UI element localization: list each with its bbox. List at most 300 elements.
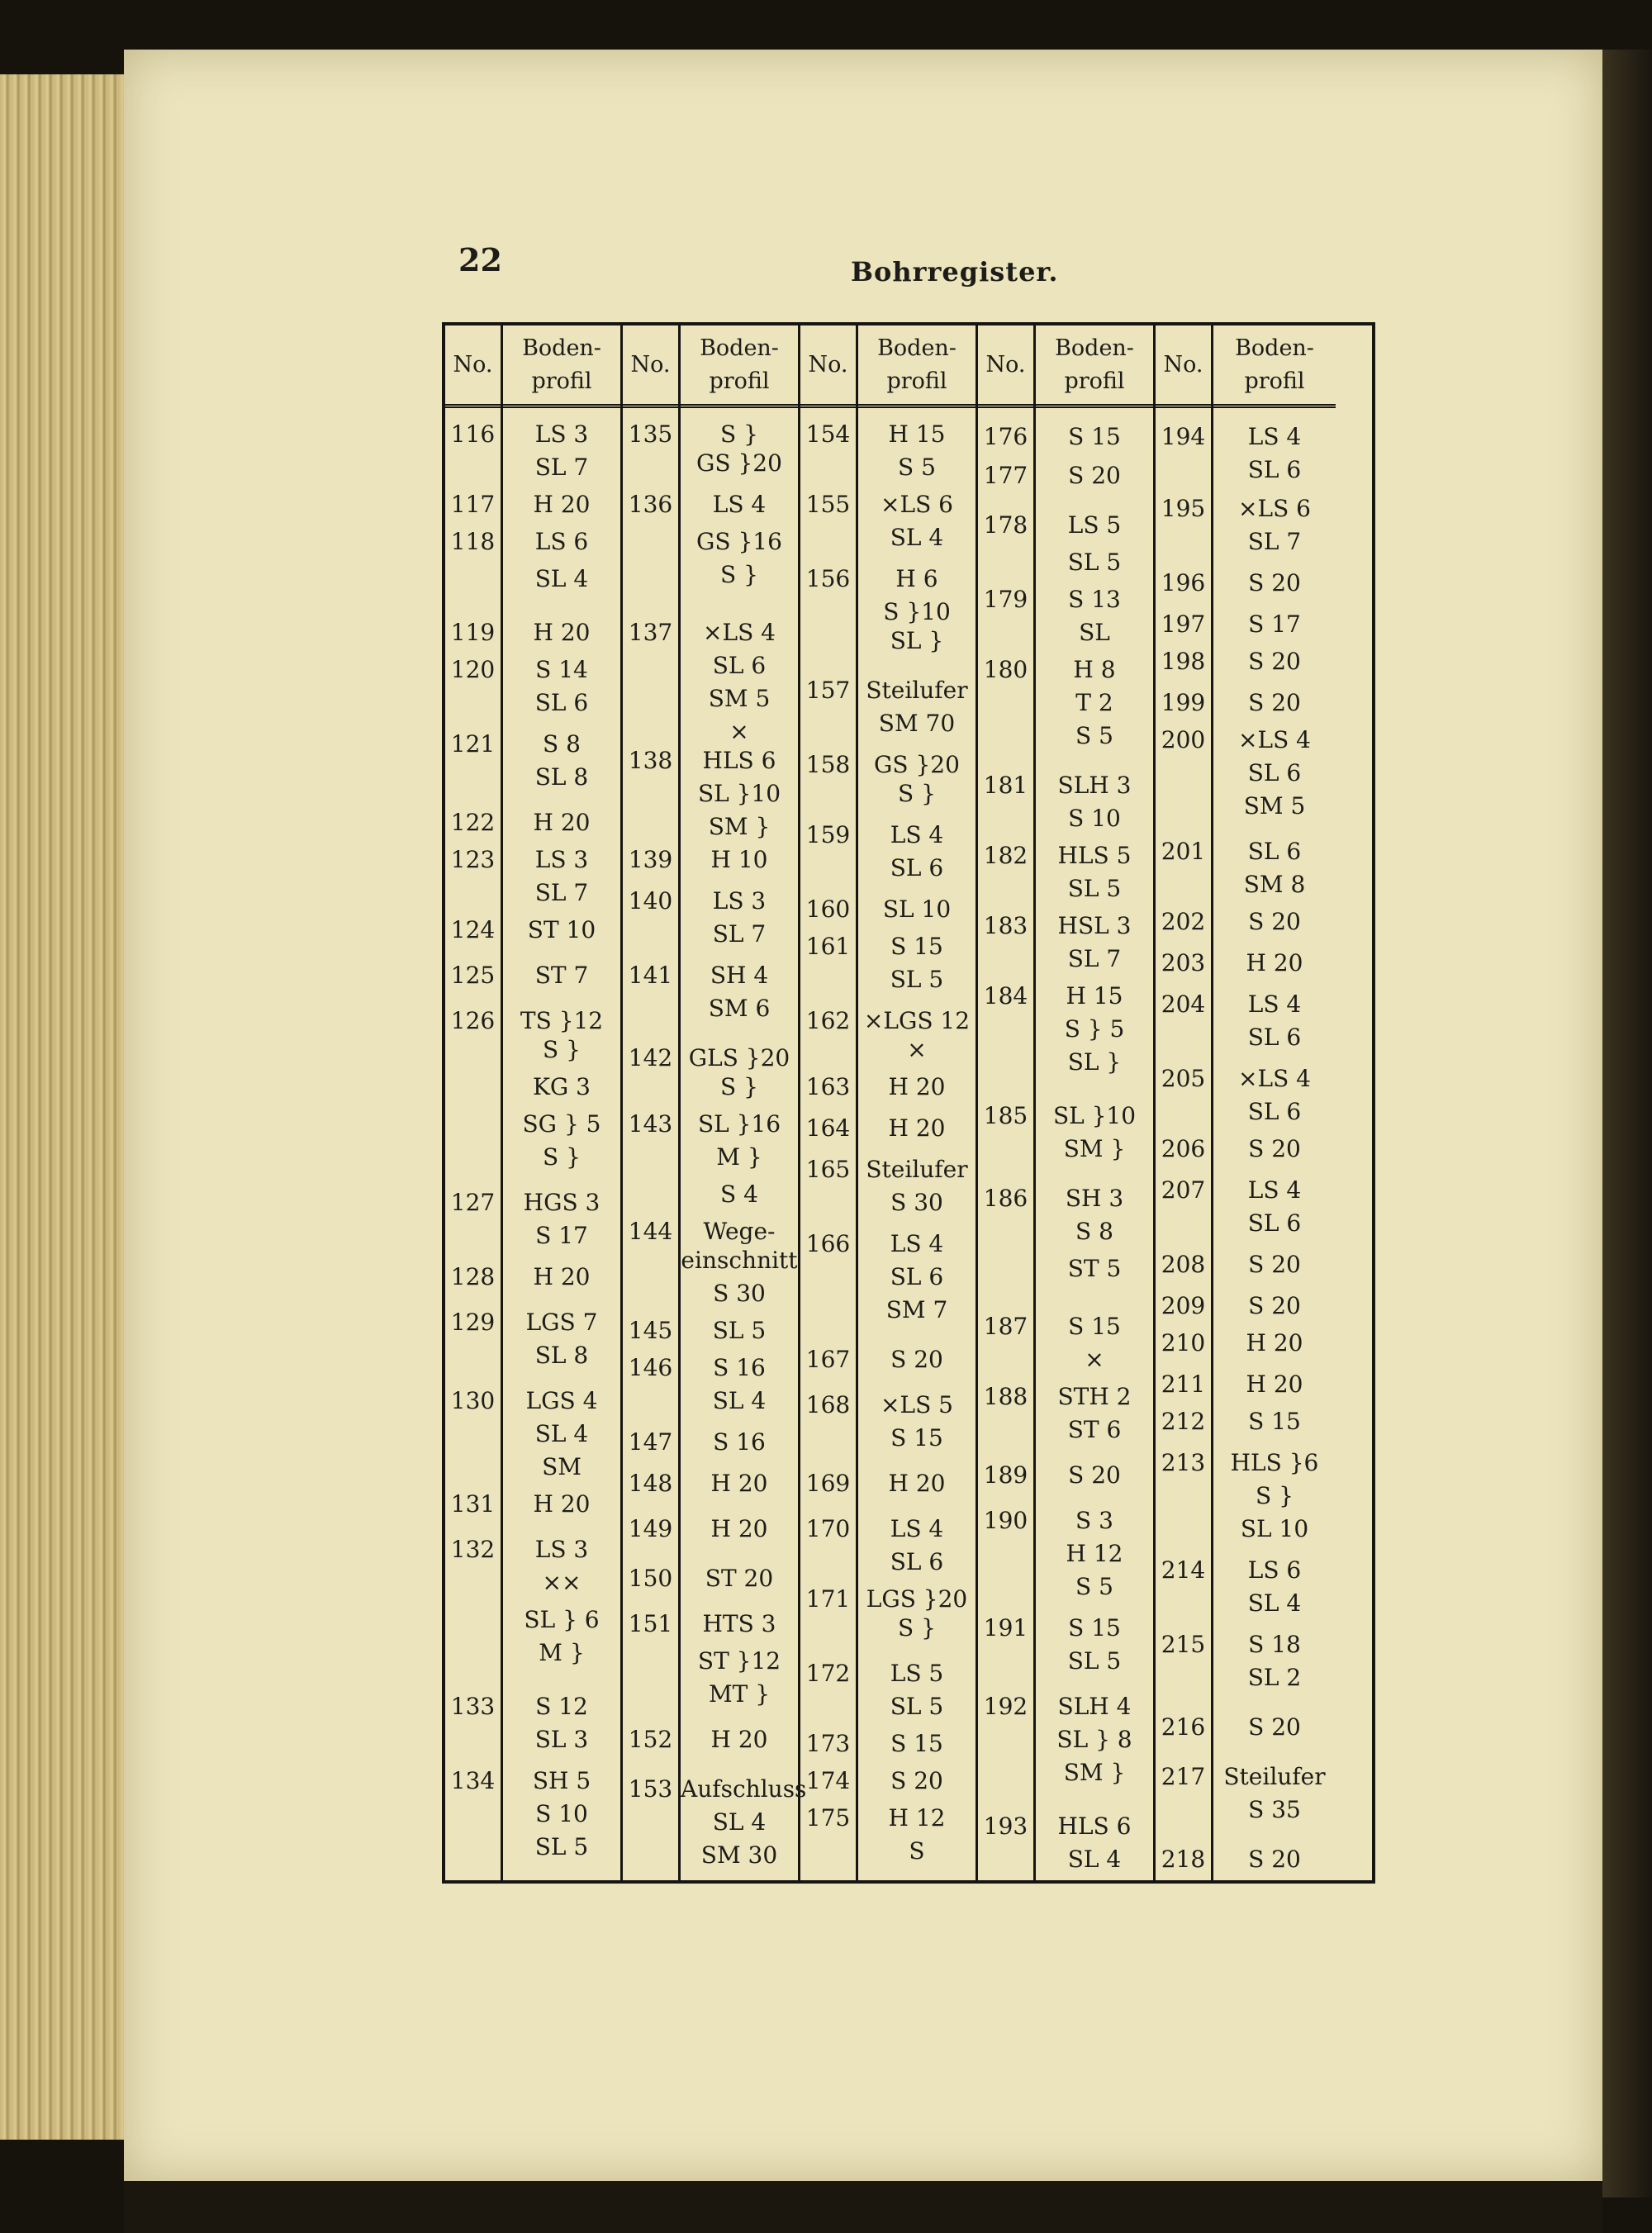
soil-profile-entry: GS }20 [696, 449, 782, 477]
bore-number: 213 [1161, 1449, 1206, 1476]
bore-number: 196 [1161, 569, 1206, 596]
header-profile [858, 325, 976, 408]
soil-profile-entry: ST 7 [534, 962, 589, 989]
bore-number: 195 [1161, 495, 1206, 522]
soil-profile-entry: SL 8 [534, 763, 589, 791]
bore-number: 187 [983, 1313, 1028, 1340]
soil-profile-entry: H 10 [710, 846, 768, 873]
soil-profile-entry: M } [716, 1143, 762, 1171]
soil-profile-entry: Steilufer [1223, 1763, 1326, 1790]
bore-number: 172 [805, 1660, 851, 1687]
bore-number: 142 [628, 1044, 673, 1071]
soil-profile-entry: H 20 [533, 809, 591, 836]
soil-profile-entry: S 20 [1248, 569, 1301, 596]
bore-number: 165 [805, 1156, 851, 1183]
soil-profile-entry: SL 6 [890, 1263, 944, 1290]
soil-profile-entry: SL }16 [697, 1110, 781, 1138]
binding-shadow [1602, 50, 1652, 2197]
book-page-edges [0, 74, 124, 2140]
soil-profile-entry: LS 4 [890, 821, 944, 848]
soil-profile-entry: H 20 [533, 1263, 591, 1290]
soil-profile-entry: SG } 5 [522, 1110, 601, 1138]
header-no [445, 325, 501, 408]
soil-profile-entry: S 20 [1248, 1292, 1301, 1319]
soil-profile-entry: S 15 [890, 933, 943, 960]
bore-number: 206 [1161, 1135, 1206, 1162]
bore-number: 199 [1161, 689, 1206, 716]
soil-profile-entry: GS }16 [696, 528, 782, 555]
bore-number: 163 [805, 1073, 851, 1100]
soil-profile-entry: S 20 [1068, 462, 1121, 489]
soil-profile-entry: SL 5 [1067, 875, 1122, 902]
soil-profile-entry: H 8 [1073, 656, 1116, 683]
bore-number: 156 [805, 565, 851, 592]
bore-number: 164 [805, 1114, 851, 1142]
soil-profile-entry: S 10 [535, 1800, 588, 1827]
bore-number: 209 [1161, 1292, 1206, 1319]
bore-number: 185 [983, 1102, 1028, 1129]
soil-profile-entry: S 15 [890, 1424, 943, 1451]
soil-profile-entry: H 20 [710, 1515, 768, 1542]
bore-number: 176 [983, 423, 1028, 450]
bore-number: 152 [628, 1726, 673, 1753]
soil-profile-entry: SL 6 [712, 652, 767, 679]
soil-profile-entry: SL 6 [890, 1548, 944, 1575]
number-column [1156, 325, 1213, 1880]
bore-number: 153 [628, 1775, 673, 1803]
soil-profile-entry: S 17 [535, 1222, 588, 1249]
header-profile [1213, 325, 1336, 408]
bore-number: 141 [628, 962, 673, 989]
soil-profile-entry: SL 4 [534, 565, 589, 592]
bore-number: 216 [1161, 1713, 1206, 1741]
soil-profile-entry: × [1085, 1346, 1104, 1373]
soil-profile-entry: H 20 [888, 1114, 946, 1142]
soil-profile-entry: SM 5 [1243, 792, 1306, 820]
soil-profile-entry: SH 4 [710, 962, 769, 989]
soil-profile-entry: SL 6 [1247, 1024, 1302, 1051]
soil-profile-entry: SM } [1063, 1759, 1126, 1786]
profile-column [503, 325, 623, 1880]
soil-profile-entry: H 20 [1246, 1371, 1303, 1398]
bore-number: 149 [628, 1515, 673, 1542]
profile-column [1213, 325, 1336, 1880]
soil-profile-entry: S } [898, 780, 936, 807]
bore-number: 118 [450, 528, 496, 555]
bore-number: 218 [1161, 1846, 1206, 1873]
bore-number: 192 [983, 1693, 1028, 1720]
soil-profile-entry: H 20 [1246, 1329, 1303, 1356]
soil-profile-entry: H 20 [888, 1470, 946, 1497]
soil-profile-entry: SM 30 [700, 1841, 778, 1869]
bore-number: 168 [805, 1391, 851, 1418]
bore-number: 134 [450, 1767, 496, 1794]
bore-number: 126 [450, 1007, 496, 1034]
bore-number: 198 [1161, 648, 1206, 675]
bore-number: 210 [1161, 1329, 1206, 1356]
bore-number: 125 [450, 962, 496, 989]
bore-number: 162 [805, 1007, 851, 1034]
header-no [1156, 325, 1211, 408]
soil-profile-entry: H 12 [888, 1804, 946, 1832]
header-profile-label: Boden- profil [522, 335, 601, 394]
soil-profile-entry: S 8 [1075, 1218, 1113, 1245]
soil-profile-entry: SM [542, 1453, 582, 1480]
soil-profile-entry: GS }20 [874, 751, 960, 778]
page-number: 22 [458, 241, 502, 278]
bore-number: 173 [805, 1730, 851, 1757]
soil-profile-entry: SL 4 [890, 524, 944, 551]
bore-number: 122 [450, 809, 496, 836]
soil-profile-entry: S 20 [1248, 689, 1301, 716]
bore-number: 150 [628, 1565, 673, 1592]
soil-profile-entry: H 15 [1066, 982, 1123, 1010]
header-no-label: No. [1163, 351, 1203, 378]
soil-profile-entry: SL 5 [534, 1833, 589, 1860]
soil-profile-entry: SL 7 [712, 920, 767, 948]
soil-profile-entry: S } [543, 1036, 581, 1063]
soil-profile-entry: SM } [1063, 1135, 1126, 1162]
bore-number: 161 [805, 933, 851, 960]
soil-profile-entry: LS 5 [1067, 511, 1122, 539]
bore-number: 136 [628, 491, 673, 518]
soil-profile-entry: LGS 4 [525, 1387, 598, 1414]
bore-number: 137 [628, 619, 673, 646]
soil-profile-entry: S 17 [1248, 611, 1301, 638]
bore-number: 155 [805, 491, 851, 518]
bore-number: 207 [1161, 1176, 1206, 1204]
soil-profile-entry: S 20 [1248, 648, 1301, 675]
soil-profile-entry: SL 6 [534, 689, 589, 716]
soil-profile-entry: SL } 8 [1056, 1726, 1132, 1753]
soil-profile-entry: S 20 [890, 1767, 943, 1794]
soil-profile-entry: SL 7 [534, 879, 589, 906]
soil-profile-entry: S } [720, 561, 758, 588]
soil-profile-entry: SL 2 [1247, 1664, 1302, 1691]
bore-number: 131 [450, 1490, 496, 1518]
bore-number: 194 [1161, 423, 1206, 450]
soil-profile-entry: SL [1079, 619, 1110, 646]
bore-number: 193 [983, 1813, 1028, 1840]
header-profile [1036, 325, 1153, 408]
soil-profile-entry: Wege- [703, 1218, 776, 1245]
bore-number: 145 [628, 1317, 673, 1344]
soil-profile-entry: H 20 [533, 1490, 591, 1518]
soil-profile-entry: S } [720, 1073, 758, 1100]
soil-profile-entry: SL 10 [1240, 1515, 1309, 1542]
bore-number: 179 [983, 586, 1028, 613]
soil-profile-entry: LGS }20 [866, 1585, 968, 1613]
soil-profile-entry: S 15 [1068, 1313, 1121, 1340]
soil-profile-entry: S } 5 [1064, 1015, 1125, 1043]
soil-profile-entry: SL 7 [1067, 945, 1122, 972]
soil-profile-entry: H 20 [533, 619, 591, 646]
soil-profile-entry: LS 6 [1247, 1556, 1302, 1584]
soil-profile-entry: ×LS 4 [1238, 1065, 1311, 1092]
bore-number: 174 [805, 1767, 851, 1794]
bore-number: 140 [628, 887, 673, 915]
soil-profile-entry: S 35 [1248, 1796, 1301, 1823]
soil-profile-entry: ×LS 5 [881, 1391, 953, 1418]
soil-profile-entry: SM } [708, 813, 771, 840]
soil-profile-entry: Aufschluss [681, 1775, 807, 1803]
soil-profile-entry: LS 3 [534, 846, 589, 873]
bore-number: 123 [450, 846, 496, 873]
soil-profile-entry: ×LGS 12 [863, 1007, 971, 1034]
bore-number: 186 [983, 1185, 1028, 1212]
soil-profile-entry: TS }12 [520, 1007, 604, 1034]
soil-profile-entry: SL 6 [1247, 1098, 1302, 1125]
soil-profile-entry: SL 5 [712, 1317, 767, 1344]
soil-profile-entry: SL } [1067, 1048, 1122, 1076]
soil-profile-entry: T 2 [1075, 689, 1113, 716]
bore-number: 180 [983, 656, 1028, 683]
soil-profile-entry: SL 6 [1247, 456, 1302, 483]
bore-number: 183 [983, 912, 1028, 939]
header-profile-label: Boden- profil [877, 335, 957, 394]
bore-number: 129 [450, 1309, 496, 1336]
bore-number: 178 [983, 511, 1028, 539]
soil-profile-entry: SH 3 [1065, 1185, 1124, 1212]
soil-profile-entry: GLS }20 [688, 1044, 790, 1071]
soil-profile-entry: HLS 6 [702, 747, 776, 774]
soil-profile-entry: ST 5 [1067, 1255, 1122, 1282]
bore-register-table [442, 322, 1375, 1884]
soil-profile-entry: SL 4 [534, 1420, 589, 1447]
soil-profile-entry: SL 6 [1247, 759, 1302, 786]
bore-number: 171 [805, 1585, 851, 1613]
soil-profile-entry: SL 5 [1067, 549, 1122, 576]
soil-profile-entry: LS 4 [890, 1230, 944, 1257]
bore-number: 177 [983, 462, 1028, 489]
soil-profile-entry: H 20 [1246, 949, 1303, 976]
bore-number: 197 [1161, 611, 1206, 638]
soil-profile-entry: SM 5 [708, 685, 771, 712]
soil-profile-entry: SL 7 [534, 454, 589, 481]
soil-profile-entry: STH 2 [1057, 1383, 1132, 1410]
soil-profile-entry: HGS 3 [523, 1189, 601, 1216]
header-no-label: No. [985, 351, 1026, 378]
profile-column [1036, 325, 1156, 1880]
bore-number: 160 [805, 896, 851, 923]
bore-number: 120 [450, 656, 496, 683]
soil-profile-entry: SL 5 [1067, 1647, 1122, 1675]
profile-column [858, 325, 978, 1880]
bore-number: 158 [805, 751, 851, 778]
bore-number: 170 [805, 1515, 851, 1542]
running-title: Bohrregister. [851, 256, 1059, 287]
bore-number: 116 [450, 420, 496, 448]
soil-profile-entry: SL 6 [890, 854, 944, 881]
soil-profile-entry: ST 6 [1067, 1416, 1122, 1443]
soil-profile-entry: SM 7 [885, 1296, 948, 1323]
soil-profile-entry: S 15 [1068, 423, 1121, 450]
bore-number: 205 [1161, 1065, 1206, 1092]
soil-profile-entry: ST }12 [697, 1647, 781, 1675]
soil-profile-entry: SL 6 [1247, 1209, 1302, 1237]
header-profile-label: Boden- profil [1235, 335, 1314, 394]
soil-profile-entry: SL 10 [882, 896, 952, 923]
soil-profile-entry: S [909, 1837, 925, 1865]
soil-profile-entry: S 5 [898, 454, 936, 481]
bore-number: 121 [450, 730, 496, 758]
number-column [623, 325, 681, 1880]
soil-profile-entry: LS 5 [890, 1660, 944, 1687]
soil-profile-entry: S 30 [713, 1280, 766, 1307]
soil-profile-entry: S 8 [543, 730, 581, 758]
soil-profile-entry: SH 5 [532, 1767, 591, 1794]
bore-number: 182 [983, 842, 1028, 869]
soil-profile-entry: LGS 7 [525, 1309, 598, 1336]
bore-number: 130 [450, 1387, 496, 1414]
soil-profile-entry: Steilufer [866, 677, 968, 704]
bore-number: 191 [983, 1614, 1028, 1641]
soil-profile-entry: SL }10 [697, 780, 781, 807]
soil-profile-entry: LS 6 [534, 528, 589, 555]
header-profile [503, 325, 620, 408]
soil-profile-entry: S 18 [1248, 1631, 1301, 1658]
soil-profile-entry: ×LS 6 [1238, 495, 1311, 522]
soil-profile-entry: SLH 3 [1057, 772, 1132, 799]
soil-profile-entry: S } [898, 1614, 936, 1641]
bore-number: 208 [1161, 1251, 1206, 1278]
soil-profile-entry: LS 3 [534, 420, 589, 448]
soil-profile-entry: M } [539, 1639, 585, 1666]
soil-profile-entry: S 3 [1075, 1507, 1113, 1534]
soil-profile-entry: MT } [708, 1680, 771, 1708]
bore-number: 154 [805, 420, 851, 448]
soil-profile-entry: S 5 [1075, 1573, 1113, 1600]
soil-profile-entry: ×LS 4 [1238, 726, 1311, 753]
bore-number: 139 [628, 846, 673, 873]
soil-profile-entry: S 15 [1248, 1408, 1301, 1435]
soil-profile-entry: S } [720, 420, 758, 448]
soil-profile-entry: SL 4 [1247, 1589, 1302, 1617]
bore-number: 167 [805, 1346, 851, 1373]
bore-number: 159 [805, 821, 851, 848]
bore-number: 151 [628, 1610, 673, 1637]
soil-profile-entry: S 13 [1068, 586, 1121, 613]
bottom-shadow [124, 2181, 1602, 2233]
bore-number: 132 [450, 1536, 496, 1563]
soil-profile-entry: S 30 [890, 1189, 943, 1216]
bore-number: 128 [450, 1263, 496, 1290]
number-column [800, 325, 858, 1880]
profile-column [681, 325, 807, 1880]
bore-number: 148 [628, 1470, 673, 1497]
soil-profile-entry: LS 4 [712, 491, 767, 518]
soil-profile-entry: H 20 [533, 491, 591, 518]
soil-profile-entry: S 16 [713, 1428, 766, 1456]
bore-number: 127 [450, 1189, 496, 1216]
soil-profile-entry: S 20 [1248, 1135, 1301, 1162]
bore-number: 138 [628, 747, 673, 774]
soil-profile-entry: SL 5 [890, 1693, 944, 1720]
soil-profile-entry: SL 8 [534, 1342, 589, 1369]
soil-profile-entry: HLS 5 [1057, 842, 1132, 869]
bore-number: 166 [805, 1230, 851, 1257]
bore-number: 133 [450, 1693, 496, 1720]
soil-profile-entry: Steilufer [866, 1156, 968, 1183]
header-no [800, 325, 856, 408]
bore-number: 190 [983, 1507, 1028, 1534]
header-profile-label: Boden- profil [700, 335, 779, 394]
soil-profile-entry: ×× [542, 1569, 582, 1596]
soil-profile-entry: S }10 [883, 598, 951, 625]
bore-number: 202 [1161, 908, 1206, 935]
soil-profile-entry: SL 4 [712, 1387, 767, 1414]
soil-profile-entry: einschnitt [681, 1247, 798, 1274]
bore-number: 147 [628, 1428, 673, 1456]
soil-profile-entry: SL 4 [1067, 1846, 1122, 1873]
soil-profile-entry: S 15 [890, 1730, 943, 1757]
bore-number: 144 [628, 1218, 673, 1245]
soil-profile-entry: S 20 [890, 1346, 943, 1373]
soil-profile-entry: S 15 [1068, 1614, 1121, 1641]
soil-profile-entry: × [729, 718, 749, 745]
soil-profile-entry: SM 6 [708, 995, 771, 1022]
bore-number: 119 [450, 619, 496, 646]
soil-profile-entry: SL 3 [534, 1726, 589, 1753]
soil-profile-entry: H 15 [888, 420, 946, 448]
soil-profile-entry: × [907, 1036, 927, 1063]
soil-profile-entry: S 20 [1248, 1846, 1301, 1873]
bore-number: 157 [805, 677, 851, 704]
header-profile-label: Boden- profil [1055, 335, 1134, 394]
soil-profile-entry: HLS 6 [1057, 1813, 1132, 1840]
soil-profile-entry: KG 3 [533, 1073, 591, 1100]
soil-profile-entry: SL 5 [890, 966, 944, 993]
bore-number: 143 [628, 1110, 673, 1138]
soil-profile-entry: LS 3 [534, 1536, 589, 1563]
soil-profile-entry: ×LS 6 [881, 491, 953, 518]
soil-profile-entry: LS 3 [712, 887, 767, 915]
header-no-label: No. [453, 351, 493, 378]
bore-number: 217 [1161, 1763, 1206, 1790]
bore-number: 215 [1161, 1631, 1206, 1658]
bore-number: 212 [1161, 1408, 1206, 1435]
soil-profile-entry: ST 20 [705, 1565, 774, 1592]
soil-profile-entry: S 4 [720, 1181, 758, 1208]
soil-profile-entry: H 20 [710, 1726, 768, 1753]
bore-number: 175 [805, 1804, 851, 1832]
soil-profile-entry: SLH 4 [1057, 1693, 1132, 1720]
soil-profile-entry: SL 6 [1247, 838, 1302, 865]
soil-profile-entry: SM 8 [1243, 871, 1306, 898]
soil-profile-entry: S 5 [1075, 722, 1113, 749]
bore-number: 201 [1161, 838, 1206, 865]
soil-profile-entry: H 6 [895, 565, 938, 592]
bore-number: 184 [983, 982, 1028, 1010]
soil-profile-entry: HLS }6 [1230, 1449, 1319, 1476]
bore-number: 146 [628, 1354, 673, 1381]
soil-profile-entry: S 14 [535, 656, 588, 683]
soil-profile-entry: ST 10 [527, 916, 596, 943]
bore-number: 117 [450, 491, 496, 518]
soil-profile-entry: S 20 [1248, 1251, 1301, 1278]
header-no [978, 325, 1033, 408]
bore-number: 189 [983, 1461, 1028, 1489]
soil-profile-entry: S } [543, 1143, 581, 1171]
soil-profile-entry: S 10 [1068, 805, 1121, 832]
soil-profile-entry: SL 4 [712, 1808, 767, 1836]
soil-profile-entry: S 12 [535, 1693, 588, 1720]
soil-profile-entry: SL } [890, 627, 944, 654]
soil-profile-entry: LS 4 [1247, 423, 1302, 450]
soil-profile-entry: H 20 [710, 1470, 768, 1497]
soil-profile-entry: S 20 [1248, 908, 1301, 935]
soil-profile-entry: S } [1256, 1482, 1294, 1509]
